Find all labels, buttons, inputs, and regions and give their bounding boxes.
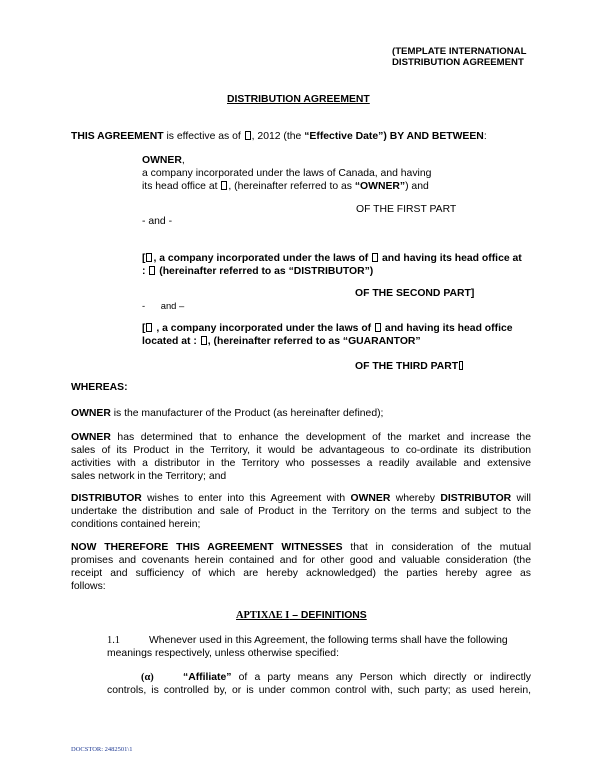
recital-3-text-2: whereby: [390, 493, 441, 504]
and-separator-2: - and –: [142, 300, 185, 311]
guarantor-line-1c: and having its head office: [382, 323, 513, 334]
clause-a-line-1: [107, 671, 531, 684]
guarantor-line-2b: , (hereinafter referred to as “GUARANTOR”: [207, 336, 421, 347]
clause-a-line-2: controls, is controlled by, or is under common control with, such party; as used herein,: [107, 685, 531, 696]
recital-3: [71, 492, 531, 531]
recital-2-bold: OWNER: [71, 432, 111, 443]
blank-placeholder-icon: [221, 181, 227, 190]
second-part-label: OF THE SECOND PART]: [355, 288, 475, 299]
recital-1: [71, 407, 531, 420]
clause-1-1-number: 1.1: [107, 635, 120, 646]
recital-2-line-2: sales of its Product in the Territory, it would be advantageous to co-ordinate its distribution: [71, 445, 531, 456]
distributor-bracket: [: [142, 253, 146, 264]
intro-colon: :: [483, 131, 487, 142]
blank-placeholder-icon: [372, 253, 378, 262]
article-heading: [236, 609, 367, 622]
template-header: [392, 46, 542, 68]
article-title: DEFINITIONS: [300, 610, 367, 621]
recital-4-line-1: [71, 541, 531, 554]
clause-1-1-line-1: Whenever used in this Agreement, the following terms shall have the following: [149, 635, 508, 646]
guarantor-line-1: [142, 322, 542, 335]
distributor-line-2a: :: [142, 266, 149, 277]
owner-line-2: [142, 180, 542, 193]
whereas-heading: WHEREAS:: [71, 382, 128, 393]
recital-4-text-1: that in consideration of the mutual: [342, 542, 531, 553]
third-part-text: OF THE THIRD PART: [355, 361, 459, 372]
intro-defined-term: “Effective Date”): [304, 131, 387, 142]
blank-placeholder-icon: [201, 336, 207, 345]
distributor-line-2b: (hereinafter referred to as “DISTRIBUTOR”): [156, 266, 374, 277]
recital-3-text-1: wishes to enter into this Agreement with: [141, 493, 351, 504]
recital-4: [71, 541, 531, 593]
recital-3-bold-2: OWNER: [350, 493, 391, 504]
recital-3-text-3: will: [511, 493, 531, 504]
owner-block: [142, 154, 542, 193]
intro-text-1: is effective as of: [163, 131, 244, 142]
guarantor-line-2a: located at :: [142, 336, 200, 347]
third-part-label: [355, 360, 464, 373]
owner-comma: ,: [181, 155, 185, 166]
blank-placeholder-icon: [245, 131, 251, 140]
recital-3-line-3: conditions contained herein;: [71, 519, 201, 530]
clause-a: [107, 671, 531, 697]
blank-placeholder-icon: [459, 361, 463, 370]
clause-1-1-line-2: meanings respectively, unless otherwise specified:: [107, 648, 339, 659]
recital-1-text: is the manufacturer of the Product (as hereinafter defined);: [110, 408, 384, 419]
recital-2: [71, 431, 531, 483]
article-label: ΑΡΤΙΧΛΕ Ι: [236, 610, 290, 621]
and-separator-1: - and -: [142, 216, 173, 227]
recital-4-bold: NOW THEREFORE THIS AGREEMENT WITNESSES: [71, 542, 343, 553]
owner-name: OWNER: [142, 155, 182, 166]
owner-defined: “OWNER”: [354, 181, 406, 192]
distributor-block: [142, 252, 542, 278]
document-title: DISTRIBUTION AGREEMENT: [227, 94, 370, 105]
distributor-line-1b: , a company incorporated under the laws of: [153, 253, 372, 264]
distributor-line-1: [142, 252, 542, 265]
blank-placeholder-icon: [146, 253, 152, 262]
recital-4-line-4: follows:: [71, 581, 106, 592]
header-line-1: (TEMPLATE INTERNATIONAL: [392, 46, 527, 57]
distributor-line-2: [142, 265, 542, 278]
recital-2-text: has determined that to enhance the development of the market and increase the: [110, 432, 531, 443]
owner-line-2b: , (hereinafter referred to as: [228, 181, 355, 192]
intro-lead: THIS AGREEMENT: [71, 131, 164, 142]
docstor-footer: DOCSTOR: 2482501\1: [71, 746, 133, 753]
recital-2-line-4: sales network in the Territory; and: [71, 471, 227, 482]
first-part-label: OF THE FIRST PART: [356, 204, 457, 215]
guarantor-block: [142, 322, 542, 348]
distributor-line-1c: and having its head office at: [379, 253, 522, 264]
article-dash: –: [289, 610, 301, 621]
owner-line-1: a company incorporated under the laws of Canada, and having: [142, 168, 432, 179]
clause-1-1: [107, 634, 531, 660]
recital-2-line-3: activities with a distributor in the Territory who possesses a readily available and extensive: [71, 458, 531, 469]
recital-2-line-1: [71, 431, 531, 444]
clause-a-term: “Affiliate”: [183, 672, 232, 683]
owner-line-2d: ) and: [405, 181, 429, 192]
recital-3-bold-1: DISTRIBUTOR: [71, 493, 142, 504]
recital-1-bold: OWNER: [71, 408, 111, 419]
recital-3-line-2: undertake the distribution and sale of Product in the Territory on the terms and subject to the: [71, 506, 531, 517]
clause-a-text-1: of a party means any Person which directly or indirectly: [231, 672, 531, 683]
intro-tail: BY AND BETWEEN: [386, 131, 484, 142]
owner-name-line: [142, 154, 542, 167]
guarantor-bracket: [: [142, 323, 146, 334]
recital-3-line-1: [71, 492, 531, 505]
clause-a-number: (α): [141, 672, 154, 683]
recital-4-line-3: receipt and sufficiency of which are hereby acknowledged) the parties hereby agree as: [71, 568, 531, 579]
intro-paragraph: [71, 130, 541, 143]
owner-line-2a: its head office at: [142, 181, 221, 192]
blank-placeholder-icon: [375, 323, 381, 332]
guarantor-line-1b: , a company incorporated under the laws of: [153, 323, 375, 334]
guarantor-line-2: [142, 335, 542, 348]
blank-placeholder-icon: [146, 323, 152, 332]
intro-text-2: , 2012 (the: [251, 131, 305, 142]
blank-placeholder-icon: [149, 266, 155, 275]
recital-4-line-2: promises and covenants herein contained and for other good and valuable consideration (the: [71, 555, 531, 566]
recital-3-bold-3: DISTRIBUTOR: [440, 493, 512, 504]
header-line-2: DISTRIBUTION AGREEMENT: [392, 57, 524, 68]
